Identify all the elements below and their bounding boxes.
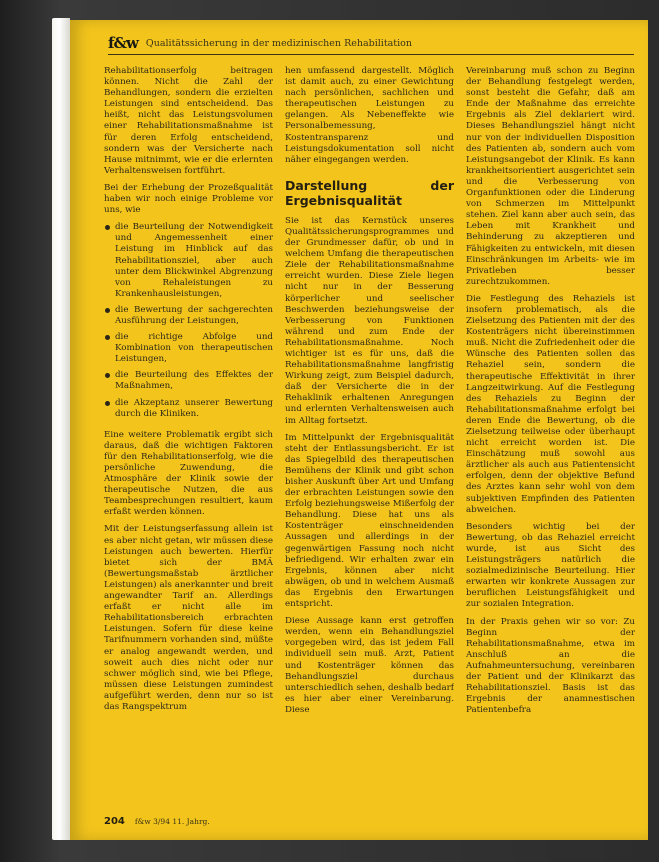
document-page bbox=[70, 20, 648, 840]
paragraph: Im Mittelpunkt der Ergebnisqualität steht der Entlassungsbericht. Er ist das Spiegelbild des therapeutischen Bemühens der Klinik und gibt schon bisher Auskunft über Art und Umfang der erbrachten Leistungen sowie den Erfolg beziehungsweise Mißerfolg der Behandlung. Diese hat uns als Kostenträger einschneidenden Aussagen und allerdings in der gegenwärtigen Fassung noch nicht befriedigend. Wir erhalten zwar ein Ergebnis, können aber nicht abwägen, ob und in welchem Ausmaß das Ergebnis den Erwartungen entspricht. bbox=[285, 432, 454, 610]
paragraph: Vereinbarung muß schon zu Beginn der Behandlung festgelegt werden, sonst besteht die Gefahr, daß am Ende der Maßnahme das erreichte Ergebnis als Ziel deklariert wird. Dieses Behandlungsziel hängt nicht nur von der individuellen Disposition des Patienten ab, sondern auch vom Leistungsangebot der Klinik. Es kann krankheitsorientiert ausgerichtet sein und die Verbesserung von Organfunktionen oder die Linderung von Schmerzen im Mittelpunkt stehen. Ziel kann aber auch sein, das Leben mit Krankheit und Behinderung zu akzeptieren und Fähigkeiten zu entwickeln, mit diesen Einschränkungen im Arbeits- wie im Privatleben besser zurechtzukommen. bbox=[466, 66, 635, 287]
page-stack-edge bbox=[52, 18, 70, 840]
bullet-item: die Beurteilung der Notwendigkeit und Angemessenheit einer Leistung im Hinblick auf das Rehabilitationsziel, aber auch unter dem Blickwinkel Abgrenzung von Rehaleistungen zu Krankenhausleistungen, bbox=[104, 222, 273, 300]
header-title: Qualitätssicherung in der medizinischen Rehabilitation bbox=[145, 37, 412, 49]
paragraph: Sie ist das Kernstück unseres Qualitätssicherungsprogrammes und der Grundmesser dafür, ob und in welchem Umfang die therapeutischen Ziele der Rehabilitationsmaßnahme erreicht wurden. Diese Ziele liegen nicht nur in der Besserung körperlicher und seelischer Beschwerden beziehungsweise der Verbesserung von Funktionen während und zum Ende der Rehabilitationsmaßnahme. Noch wichtiger ist es für uns, daß die Rehabilitationsmaßnahme langfristig Wirkung zeigt, zum Beispiel dadurch, daß der Versicherte die in der Rehaklinik erhaltenen Anregungen und erlernten Verhaltensweisen auch im Alltag fortsetzt. bbox=[285, 215, 454, 426]
running-header bbox=[108, 32, 634, 55]
journal-logo: f&w bbox=[108, 34, 138, 52]
footer-reference: f&w 3/94 11. Jahrg. bbox=[134, 817, 210, 826]
bullet-item: die Akzeptanz unserer Bewertung durch die Kliniken. bbox=[104, 398, 273, 420]
column-3 bbox=[466, 66, 635, 808]
section-heading: Darstellung der Ergebnisqualität bbox=[285, 177, 454, 208]
paragraph: Diese Aussage kann erst getroffen werden, wenn ein Behandlungsziel vorgegeben wird, das ist jedem Fall individuell sein muß. Arzt, Patient und Kostenträger können das Behandlungsziel durchaus unterschiedlich sehen, deshalb bedarf es hier aber einer Vereinbarung. Diese bbox=[285, 616, 454, 715]
paragraph: Rehabilitationserfolg beitragen können. Nicht die Zahl der Behandlungen, sondern die erzielten Leistungen sind entscheidend. Das heißt, nicht das Leistungsvolumen einer Rehabilitationsmaßnahme ist für deren Erfolg entscheidend, sondern was der Versicherte nach Hause mitnimmt, wie er die erlernten Verhaltensweisen fortführt. bbox=[104, 66, 273, 176]
paragraph: Mit der Leistungserfassung allein ist es aber nicht getan, wir müssen diese Leistungen auch bewerten. Hierfür bietet sich der BMÄ (Bewertungsmaßstab ärztlicher Leistungen) als anerkannter und breit angewandter Tarif an. Allerdings erfaßt er nicht alle im Rehabilitationsbereich erbrachten Leistungen. Sofern für diese keine Tarifnummern vorhanden sind, müßte er analog angewandt werden, und soweit auch dies nicht oder nur schwer möglich sind, wie bei Pflege, müssen diese Leistungen zumindest aufgeführt werden, denn nur so ist das Rangspektrum bbox=[104, 524, 273, 712]
bullet-list bbox=[104, 222, 273, 420]
bullet-item: die Beurteilung des Effektes der Maßnahmen, bbox=[104, 370, 273, 392]
paragraph: Die Festlegung des Rehaziels ist insofern problematisch, als die Zielsetzung des Patienten mit der des Kostenträgers nicht übereinstimmen muß. Nicht die Zufriedenheit oder die Wünsche des Patienten sollen das Rehaziel sein, sondern die therapeutische Effektivität in ihrer Langzeitwirkung. Auf die Festlegung des Rehaziels zu Beginn der Rehabilitationsmaßnahme erfolgt bei deren Ende die Bewertung, ob die Zielsetzung teilweise oder überhaupt nicht erreicht worden ist. Die Einschätzung muß sowohl aus ärztlicher als auch aus Patientensicht erfolgen, denn der objektive Befund des Arztes kann sehr wohl von dem subjektiven Empfinden des Patienten abweichen. bbox=[466, 293, 635, 515]
page-number: 204 bbox=[104, 816, 125, 827]
paragraph: Besonders wichtig bei der Bewertung, ob das Rehaziel erreicht wurde, ist aus Sicht des Leistungsträgers natürlich die sozialmedizinische Beurteilung. Hier erwarten wir konkrete Aussagen zur beruflichen Leistungsfähigkeit und zur sozialen Integration. bbox=[466, 521, 635, 610]
bullet-item: die richtige Abfolge und Kombination von therapeutischen Leistungen, bbox=[104, 332, 273, 365]
paragraph: In der Praxis gehen wir so vor: Zu Beginn der Rehabilitationsmaßnahme, etwa im Anschluß an die Aufnahmeuntersuchung, vereinbaren der Patient und der Klinikarzt das Rehabilitationsziel. Basis ist das Ergebnis der anamnestischen Patientenbefra bbox=[466, 616, 635, 716]
bullet-item: die Bewertung der sachgerechten Ausführung der Leistungen, bbox=[104, 305, 273, 327]
page-footer bbox=[104, 816, 634, 830]
paragraph: Bei der Erhebung der Prozeßqualität haben wir noch einige Probleme vor uns, wie bbox=[104, 182, 273, 216]
column-2 bbox=[285, 66, 454, 808]
paragraph: Eine weitere Problematik ergibt sich daraus, daß die wichtigen Faktoren für den Rehabilitationserfolg, wie die persönliche Zuwendung, die Atmosphäre der Klinik sowie der therapeutische Nutzen, die aus Teambesprechungen resultiert, kaum erfaßt werden können. bbox=[104, 429, 273, 518]
column-1 bbox=[104, 66, 273, 808]
text-columns bbox=[104, 66, 636, 808]
paragraph: hen umfassend dargestellt. Möglich ist damit auch, zu einer Gewichtung nach persönlichen, sachlichen und therapeutischen Leistungen zu gelangen. Als Nebeneffekte wie Personalbemessung, Kostentransparenz und Leistungsdokumentation soll nicht näher eingegangen werden. bbox=[285, 66, 454, 165]
